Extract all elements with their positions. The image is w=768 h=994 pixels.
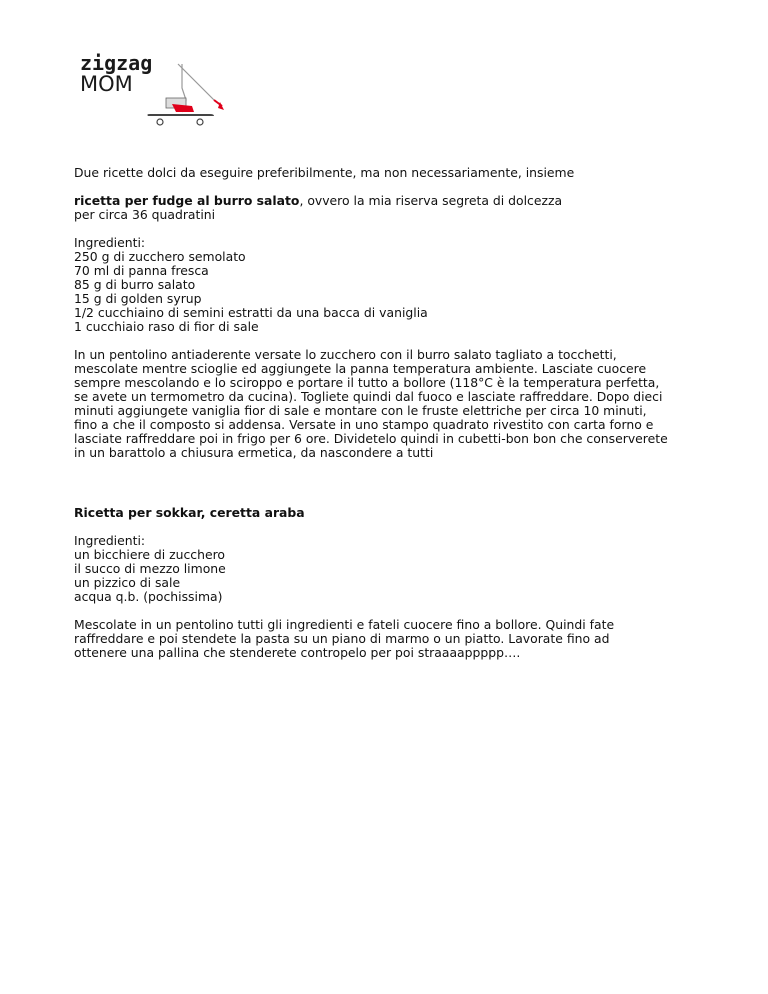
recipe1-yield: per circa 36 quadratini: [74, 207, 216, 222]
recipe1-method-line: se avete un termometro da cucina). Togliete quindi dal fuoco e lasciate raffreddare. Dopo dieci: [74, 389, 663, 404]
recipe1-title-rest: , ovvero la mia riserva segreta di dolcezza: [299, 193, 563, 208]
recipe2-title: Ricetta per sokkar, ceretta araba: [74, 505, 305, 520]
recipe1-ingredient: 1/2 cucchiaino di semini estratti da una bacca di vaniglia: [74, 305, 428, 320]
logo-word-mom: MOM: [80, 72, 133, 96]
recipe1-ingredient: 85 g di burro salato: [74, 277, 196, 292]
recipe2-method-line: raffreddare e poi stendete la pasta su un piano di marmo o un piatto. Lavorate fino ad: [74, 631, 610, 646]
recipe2-method-line: ottenere una pallina che stenderete contropelo per poi straaaappppp….: [74, 645, 521, 660]
recipe2-ingredients-label: Ingredienti:: [74, 533, 146, 548]
recipe1-ingredient: 15 g di golden syrup: [74, 291, 202, 306]
logo-word-zigzag: zigzag: [80, 51, 153, 75]
recipe1-method-line: fino a che il composto si addensa. Versate in uno stampo quadrato rivestito con carta forno e: [74, 417, 654, 432]
recipe2-ingredient: acqua q.b. (pochissima): [74, 589, 223, 604]
recipe2-ingredient: un pizzico di sale: [74, 575, 181, 590]
recipe1-method-line: lasciate raffreddare poi in frigo per 6 ore. Dividetelo quindi in cubetti-bon bon che conserverete: [74, 431, 668, 446]
recipe1-ingredient: 70 ml di panna fresca: [74, 263, 209, 278]
recipe1-ingredient: 250 g di zucchero semolato: [74, 249, 246, 264]
intro-paragraph: Due ricette dolci da eseguire preferibilmente, ma non necessariamente, insieme: [74, 165, 575, 180]
recipe1-ingredients-label: Ingredienti:: [74, 235, 146, 250]
recipe2-method-line: Mescolate in un pentolino tutti gli ingredienti e fateli cuocere fino a bollore. Quindi fate: [74, 617, 615, 632]
zigzag-mom-logo: [74, 50, 242, 130]
recipe1-title-bold: ricetta per fudge al burro salato: [74, 193, 300, 208]
recipe2-ingredient: il succo di mezzo limone: [74, 561, 226, 576]
recipe1-method-line: mescolate mentre scioglie ed aggiungete la panna temperatura ambiente. Lasciate cuocere: [74, 361, 647, 376]
leg-on-skateboard-icon: [142, 62, 238, 126]
recipe1-method-line: minuti aggiungete vaniglia fior di sale e montare con le fruste elettriche per circa 10 minuti,: [74, 403, 647, 418]
recipe1-ingredient: 1 cucchiaio raso di fior di sale: [74, 319, 259, 334]
recipe1-method-line: in un barattolo a chiusura ermetica, da nascondere a tutti: [74, 445, 434, 460]
recipe2-ingredient: un bicchiere di zucchero: [74, 547, 225, 562]
recipe1-method-line: sempre mescolando e lo sciroppo e portare il tutto a bollore (118°C è la temperatura perfetta,: [74, 375, 660, 390]
recipe1-method-line: In un pentolino antiaderente versate lo zucchero con il burro salato tagliato a tocchetti,: [74, 347, 617, 362]
